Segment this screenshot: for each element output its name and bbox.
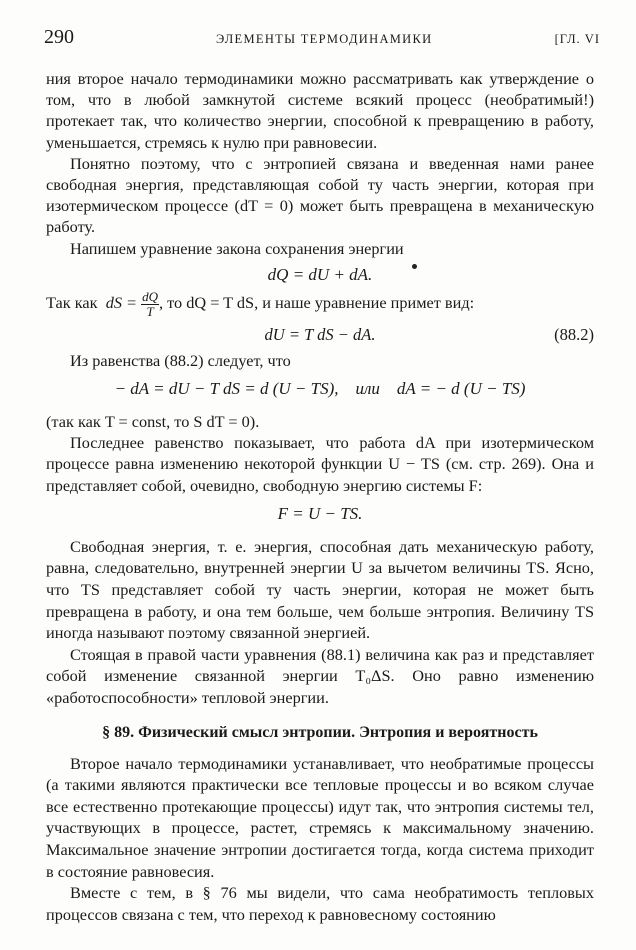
- page-body: [46, 68, 594, 925]
- page-number: 290: [44, 26, 74, 48]
- paragraph: Из равенства (88.2) следует, что: [70, 350, 291, 370]
- paragraph: Стоящая в правой части уравнения (88.1) величина как раз и представляет собой изменение связанной энергии T₀ΔS. Оно равно изменению «работоспособности» тепловой энергии.: [46, 644, 594, 707]
- fraction-numerator: dQ: [142, 288, 158, 304]
- chapter-label: [ГЛ. VI: [554, 32, 600, 46]
- equation-free-energy: F = U − TS.: [277, 503, 363, 523]
- paragraph: Напишем уравнение закона сохранения энергии: [70, 238, 404, 258]
- text-fragment: Так как: [46, 293, 98, 313]
- fraction-denominator: T: [146, 303, 154, 319]
- equation-number: (88.2): [554, 324, 594, 344]
- equation-expression: dU = T dS − dA.: [264, 324, 376, 344]
- paragraph: Понятно поэтому, что с энтропией связана и введенная нами ранее свободная энергия, представляющая собой ту часть энергии, которая при изотермическом процессе (dT = 0) может быть превращена в механическую работу.: [46, 153, 594, 237]
- equation-88-2: [46, 319, 594, 350]
- paragraph: Последнее равенство показывает, что работа dA при изотермическом процессе равна изменению некоторой функции U − TS (см. стр. 269). Она и представляет собой, очевидно, свободную энергию системы F:: [46, 433, 594, 495]
- page-header: [44, 26, 600, 50]
- paragraph: (так как T = const, то S dT = 0).: [46, 412, 260, 432]
- running-title: ЭЛЕМЕНТЫ ТЕРМОДИНАМИКИ: [216, 32, 433, 46]
- paragraph: Вместе с тем, в § 76 мы видели, что сама необратимость тепловых процессов связана с тем, что переход к равновесному состоянию: [46, 883, 594, 924]
- equation-free-energy-work: − dA = dU − T dS = d (U − TS), или dA = − d (U − TS): [114, 379, 526, 399]
- paragraph: Второе начало термодинамики устанавливает, что необратимые процессы (а такими являются практически все тепловые процессы и во всяком случае все естественно протекающие процессы) идут так, что энтропия системы тел, участвующих в процессе, растет, стремясь к максимальному значению. Максимальное значение энтропии достигается тогда, когда система приходит в состояние равновесия.: [46, 753, 594, 881]
- fraction: [141, 290, 159, 319]
- section-heading: § 89. Физический смысл энтропии. Энтропия и вероятность: [102, 723, 538, 741]
- paragraph: ния второе начало термодинамики можно рассматривать как утверждение о том, что в любой замкнутой системе всякий процесс (необратимый!) протекает так, что количество энергии, способной к превращению в работу, уменьшается, стремясь к нулю при равновесии.: [46, 69, 594, 152]
- formula-fragment: dS =: [105, 293, 138, 313]
- text-fragment: , то dQ = T dS, и наше уравнение примет вид:: [159, 293, 475, 313]
- paragraph-with-fraction: [46, 290, 594, 319]
- equation-energy-conservation: dQ = dU + dA.: [267, 264, 373, 284]
- paragraph: Свободная энергия, т. е. энергия, способная дать механическую работу, равна, следовательно, внутренней энергии U за вычетом величины TS. Ясно, что TS представляет собой ту часть энергии, которая не может быть превращена в работу, и она тем больше, чем больше энтропия. Величину TS иногда называют поэтому связанной энергией.: [46, 536, 594, 643]
